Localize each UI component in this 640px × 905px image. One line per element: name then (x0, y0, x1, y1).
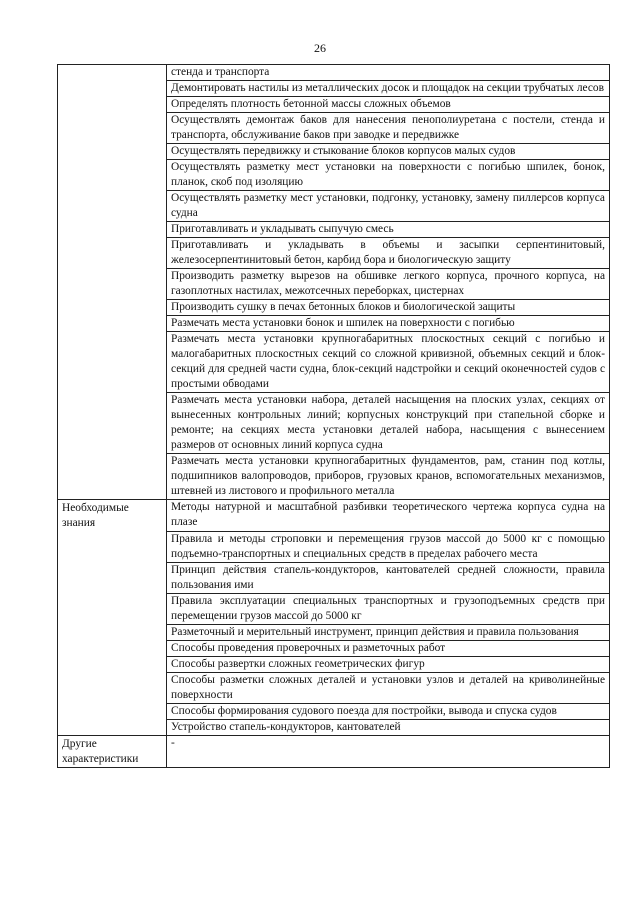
table-cell: Способы формирования судового поезда для постройки, вывода и спуска судов (167, 703, 610, 719)
table-cell: Принцип действия стапель-кондукторов, кантователей средней сложности, правила пользования ими (167, 562, 610, 593)
table-cell: Способы разметки сложных деталей и установки узлов и деталей на криволинейные поверхности (167, 672, 610, 703)
section-label-other: Другие характеристики (58, 735, 167, 767)
table-cell: стенда и транспорта (167, 65, 610, 81)
table-cell: Устройство стапель-кондукторов, кантователей (167, 719, 610, 735)
table-cell: Разметочный и мерительный инструмент, принцип действия и правила пользования (167, 624, 610, 640)
table-cell: Размечать места установки бонок и шпилек на поверхности с погибью (167, 316, 610, 332)
table-cell: Осуществлять демонтаж баков для нанесения пенополиуретана с постели, стенда и транспорта, обслуживание баков при заводке и передвижке (167, 113, 610, 144)
table-cell: Осуществлять передвижку и стыкование блоков корпусов малых судов (167, 144, 610, 160)
table-cell: Осуществлять разметку мест установки, подгонку, установку, замену пиллерсов корпуса судна (167, 191, 610, 222)
table-cell: Размечать места установки крупногабаритных фундаментов, рам, станин под котлы, подшипников валопроводов, приборов, грузовых кранов, вспомогательных механизмов, штевней из листового и профильного металла (167, 454, 610, 500)
section-label-knowledge: Необходимые знания (58, 500, 167, 532)
table-cell: Приготавливать и укладывать в объемы и засыпки серпентинитовый, железосерпентинитовый бетон, карбид бора и биологическую защиту (167, 238, 610, 269)
table-cell: Приготавливать и укладывать сыпучую смесь (167, 222, 610, 238)
table-cell: Методы натурной и масштабной разбивки теоретического чертежа корпуса судна на плазе (167, 500, 610, 532)
table-cell: Способы развертки сложных геометрических фигур (167, 656, 610, 672)
requirements-table (57, 64, 610, 768)
table-cell: Правила эксплуатации специальных транспортных и грузоподъемных средств при перемещении грузов массой до 5000 кг (167, 593, 610, 624)
table-cell: Способы проведения проверочных и разметочных работ (167, 640, 610, 656)
page-number: 26 (314, 41, 326, 55)
table-cell: Правила и методы строповки и перемещения грузов массой до 5000 кг с помощью подъемно-транспортных и специальных средств в пределах рабочего места (167, 531, 610, 562)
table-cell: Производить сушку в печах бетонных блоков и биологической защиты (167, 300, 610, 316)
table-cell: Определять плотность бетонной массы сложных объемов (167, 97, 610, 113)
table-cell: Демонтировать настилы из металлических досок и площадок на секции трубчатых лесов (167, 81, 610, 97)
table-cell: - (167, 735, 610, 767)
table-cell: Производить разметку вырезов на обшивке легкого корпуса, прочного корпуса, на газоплотных настилах, межотсечных переборках, цистернах (167, 269, 610, 300)
table-cell: Осуществлять разметку мест установки на поверхности с погибью шпилек, бонок, планок, скоб под изоляцию (167, 160, 610, 191)
section-label-empty (58, 65, 167, 81)
table-cell: Размечать места установки крупногабаритных плоскостных секций с погибью и малогабаритных плоскостных секций со сложной кривизной, объемных секций и блок-секций для средней части судна, блок-секций надстройки и секций оконечностей судов с простыми обводами (167, 332, 610, 393)
table-cell: Размечать места установки набора, деталей насыщения на плоских узлах, секциях от вынесенных контрольных линий; корпусных конструкций при стапельной сборке и ремонте; на секциях места установки деталей набора, насыщения с вынесением размеров от основных линий корпуса судна (167, 393, 610, 454)
